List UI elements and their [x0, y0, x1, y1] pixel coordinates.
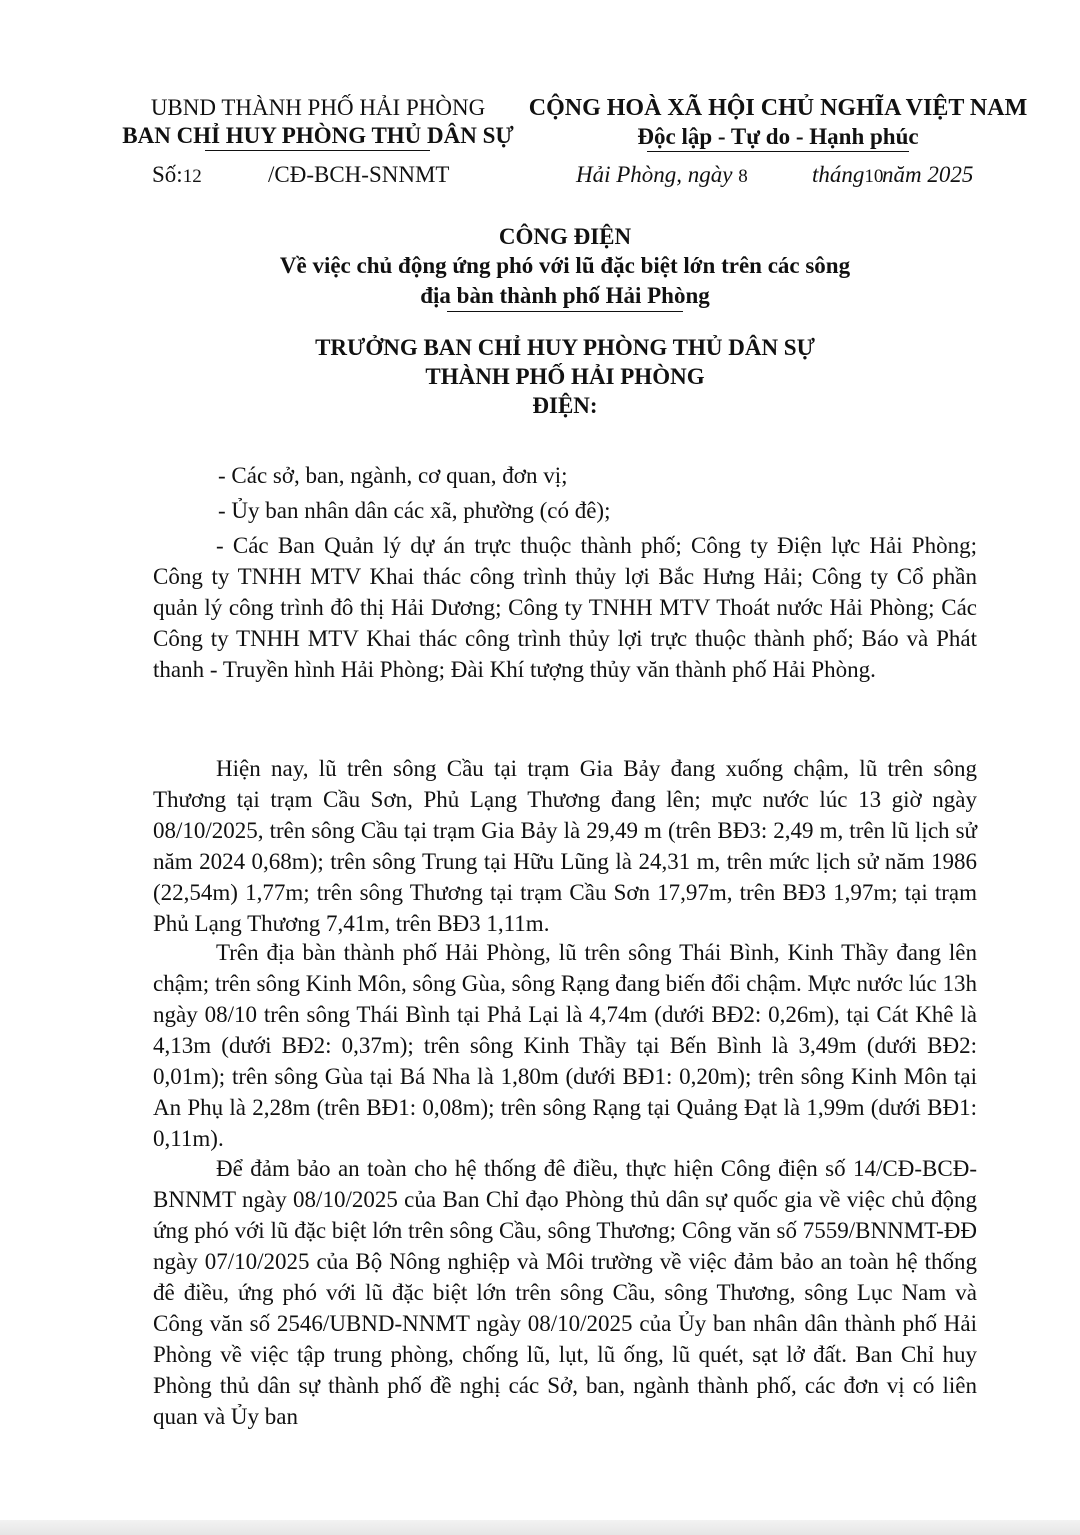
issuer-agency: BAN CHỈ HUY PHÒNG THỦ DÂN SỰ — [122, 123, 514, 148]
sender-line-1: TRƯỞNG BAN CHỈ HUY PHÒNG THỦ DÂN SỰ — [315, 335, 815, 360]
sender-line-3: ĐIỆN: — [532, 393, 598, 418]
document-number — [152, 160, 202, 192]
recipient-item: - Ủy ban nhân dân các xã, phường (có đê); — [218, 498, 611, 523]
document-type: CÔNG ĐIỆN — [498, 224, 632, 249]
document-number-code: /CĐ-BCH-SNNMT — [268, 162, 450, 187]
document-number-value: 12 — [182, 166, 202, 187]
subject-line-2: địa bàn thành phố Hải Phòng — [420, 283, 710, 308]
issue-month-value: 10 — [864, 166, 884, 187]
body-paragraph: Hiện nay, lũ trên sông Cầu tại trạm Gia Bảy đang xuống chậm, lũ trên sông Thương tại trạm Cầu Sơn, Phủ Lạng Thương đang lên; mực nước lúc 13 giờ ngày 08/10/2025, trên sông Cầu tại trạm Gia Bảy là 29,49 m (trên BĐ3: 2,49 m, trên lũ lịch sử năm 2024 0,68m); trên sông Trung tại Hữu Lũng là 24,31 m, trên mức lịch sử năm 1986 (22,54m) 1,77m; trên sông Thương tại trạm Cầu Sơn 17,97m, trên BĐ3 1,97m; tại trạm Phủ Lạng Thương 7,41m, trên BĐ3 1,11m. — [153, 756, 977, 936]
body-paragraph: Để đảm bảo an toàn cho hệ thống đê điều, thực hiện Công điện số 14/CĐ-BCĐ-BNNMT ngày 08/10/2025 của Ban Chỉ đạo Phòng thủ dân sự quốc gia về việc chủ động ứng phó với lũ đặc biệt lớn trên sông Cầu, sông Thương; Công văn số 7559/BNNMT-ĐĐ ngày 07/10/2025 của Bộ Nông nghiệp và Môi trường về việc đảm bảo an toàn hệ thống đê điều, ứng phó với lũ đặc biệt lớn trên sông Cầu, sông Thương, sông Lục Nam và Công văn số 2546/UBND-NNMT ngày 08/10/2025 của Ủy ban nhân dân thành phố Hải Phòng về việc tập trung phòng, chống lũ, lụt, lũ ống, lũ quét, sạt lở đất. Ban Chỉ huy Phòng thủ dân sự thành phố đề nghị các Sở, ban, ngành thành phố, các đơn vị có liên quan và Ủy ban — [153, 1156, 977, 1429]
national-title: CỘNG HOÀ XÃ HỘI CHỦ NGHĨA VIỆT NAM — [528, 95, 1028, 121]
national-motto: Độc lập - Tự do - Hạnh phúc — [637, 124, 919, 149]
document-number-prefix: Số: — [152, 162, 183, 187]
issue-place: Hải Phòng, ngày — [576, 162, 733, 187]
body-paragraph: Trên địa bàn thành phố Hải Phòng, lũ trên sông Thái Bình, Kinh Thầy đang lên chậm; trên sông Kinh Môn, sông Gùa, sông Rạng đang biến đổi chậm. Mực nước lúc 13h ngày 08/10 trên sông Thái Bình tại Phả Lại là 4,74m (dưới BĐ2: 0,26m), tại Cát Khê là 4,13m (dưới BĐ2: 0,37m); trên sông Kinh Thầy tại Bến Bình là 3,49m (dưới BĐ2: 0,01m); trên sông Gùa tại Bá Nha là 1,80m (dưới BĐ1: 0,20m); trên sông Kinh Môn tại An Phụ là 2,28m (trên BĐ1: 0,08m); trên sông Rạng tại Quảng Đạt là 1,99m (dưới BĐ1: 0,11m). — [153, 940, 977, 1151]
issuer-authority: UBND THÀNH PHỐ HẢI PHÒNG — [150, 95, 486, 120]
recipient-item: - Các Ban Quản lý dự án trực thuộc thành phố; Công ty Điện lực Hải Phòng; Công ty TNHH MTV Khai thác công trình thủy lợi Bắc Hưng Hải; Công ty Cổ phần quản lý công trình đô thị Hải Dương; Công ty TNHH MTV Thoát nước Hải Phòng; Các Công ty TNHH MTV Khai thác công trình thủy lợi trực thuộc thành phố; Báo và Phát thanh - Truyền hình Hải Phòng; Đài Khí tượng thủy văn thành phố Hải Phòng. — [153, 533, 977, 682]
sender-line-2: THÀNH PHỐ HẢI PHÒNG — [425, 364, 705, 389]
issuer-underline — [205, 150, 430, 151]
issue-month — [812, 160, 883, 192]
issue-day: 8 — [738, 166, 748, 187]
motto-underline — [647, 151, 909, 152]
subject-underline — [447, 311, 683, 312]
subject-line-1: Về việc chủ động ứng phó với lũ đặc biệt lớn trên các sông — [279, 253, 851, 278]
issue-month-label: tháng — [812, 162, 865, 187]
issue-year: năm 2025 — [882, 162, 974, 187]
issue-date — [576, 160, 748, 192]
page-bottom-edge — [0, 1520, 1080, 1535]
recipient-item: - Các sở, ban, ngành, cơ quan, đơn vị; — [218, 463, 568, 488]
